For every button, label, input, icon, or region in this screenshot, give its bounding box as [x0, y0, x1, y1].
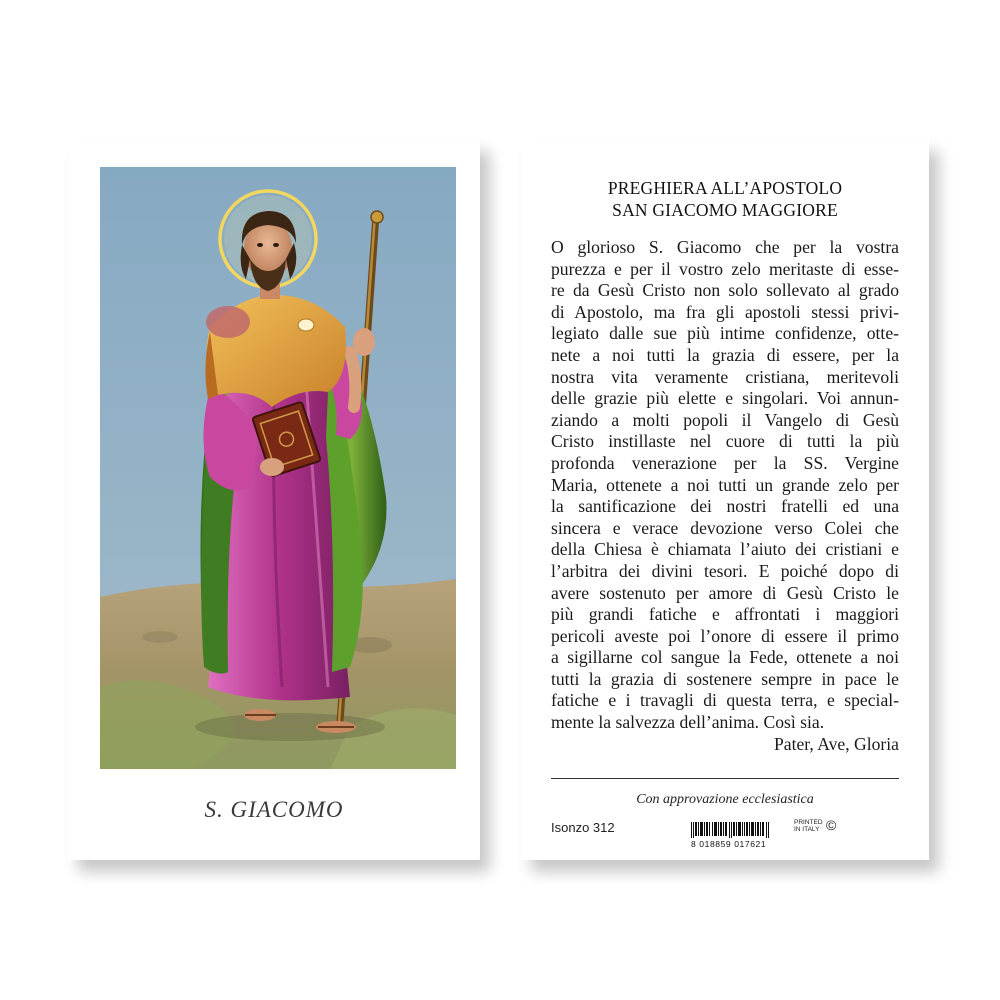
prayer-line: avere sostenuto per amore di Gesù Cristo le [551, 582, 899, 603]
prayer-closing: Pater, Ave, Gloria [773, 733, 899, 754]
prayer-line: legiato dalle sue più intime confidenze, otte- [551, 323, 899, 344]
prayer-line: l’arbitra dei divini tesori. E poiché dopo di [551, 560, 899, 581]
prayer-line: O glorioso S. Giacomo che per la vostra [551, 237, 899, 257]
prayer-line: fatiche e i travagli di questa terra, e special- [551, 690, 899, 711]
prayer-line: Maria, ottenete a noi tutti un grande zelo per [551, 474, 899, 495]
printed-line: PRINTED [794, 819, 823, 826]
barcode [691, 822, 771, 849]
barcode-number: 8 018859 017621 [691, 839, 767, 849]
prayer-title [521, 177, 929, 221]
prayer-line: ziando a molti popoli il Vangelo di Gesù [551, 409, 899, 430]
prayer-line: sincera e verace devozione verso Colei che [551, 517, 899, 538]
saint-james-image [100, 167, 456, 769]
holy-card-back [521, 139, 929, 860]
prayer-line: a sigillarne col sangue la Fede, ottenete a noi [551, 647, 899, 668]
prayer-line: profonda venerazione per la SS. Vergine [551, 452, 899, 473]
prayer-line: di Apostolo, ma fra gli apostoli stessi privi- [551, 301, 899, 322]
prayer-line: nete a noi tutti la grazia di essere, per la [551, 344, 899, 365]
printed-in-italy [794, 819, 823, 833]
barcode-icon [691, 822, 771, 838]
copyright-icon: © [826, 817, 837, 833]
prayer-line: Cristo instillaste nel cuore di tutti la più [551, 431, 899, 452]
prayer-line: re da Gesù Cristo non solo sollevato al grado [551, 280, 899, 301]
approval-note: Con approvazione ecclesiastica [636, 792, 814, 807]
product-code: Isonzo 312 [551, 820, 615, 835]
title-line: SAN GIACOMO MAGGIORE [612, 200, 838, 220]
prayer-line: nostra vita veramente cristiana, meritevoli [551, 366, 899, 387]
prayer-line: delle grazie più elette e singolari. Voi annun- [551, 388, 899, 409]
prayer-line: più grandi fatiche e affrontati i maggiori [551, 604, 899, 625]
holy-card-front [68, 139, 480, 860]
prayer-line: tutti la grazia di sostenere sempre in pace le [551, 668, 899, 689]
divider [551, 778, 899, 779]
prayer-line: mente la salvezza dell’anima. Così sia. [551, 712, 825, 733]
printed-line: IN ITALY [794, 826, 820, 833]
title-line: PREGHIERA ALL’APOSTOLO [607, 178, 843, 198]
prayer-line: della Chiesa è chiamata l’aiuto dei cristiani e [551, 539, 899, 560]
prayer-line: purezza e per il vostro zelo meritaste di esse- [551, 258, 899, 279]
prayer-line: la santificazione dei nostri fratelli ed una [551, 496, 899, 517]
prayer-text [551, 237, 899, 755]
card-caption: S. GIACOMO [204, 797, 344, 822]
prayer-line: pericoli aveste poi l’onore di essere il primo [551, 625, 899, 646]
